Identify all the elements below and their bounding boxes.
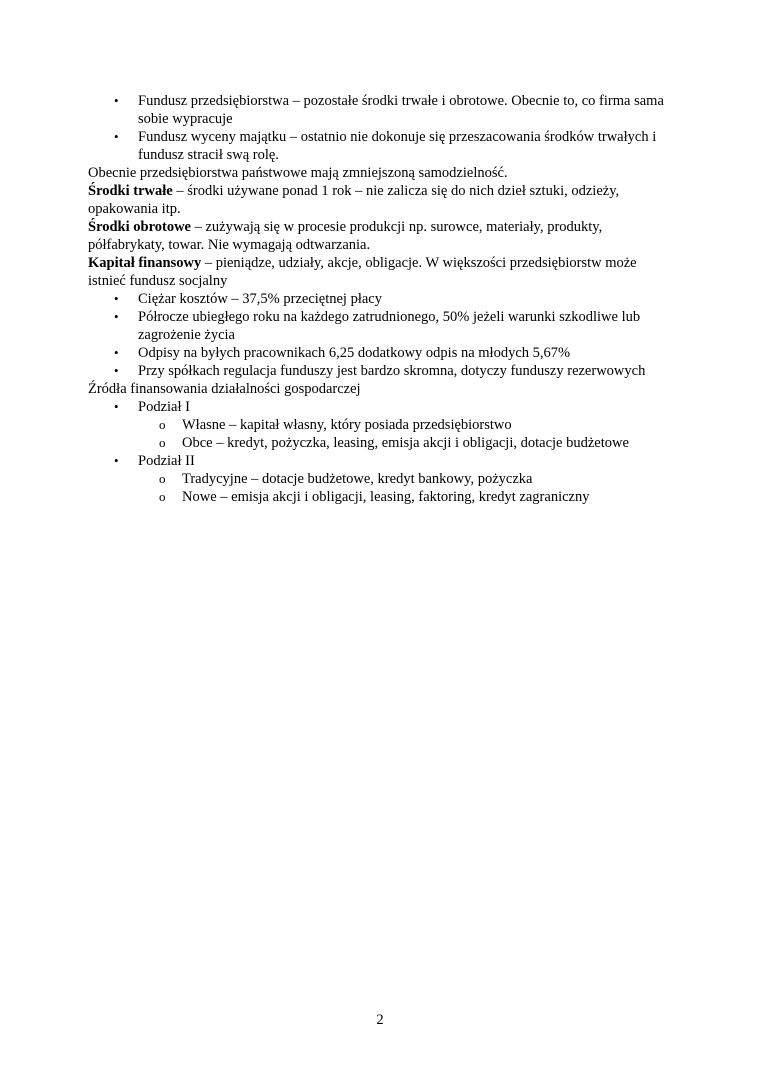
bullet-icon: • bbox=[114, 453, 119, 468]
list-item: • Półrocze ubiegłego roku na każdego zatrudnionego, 50% jeżeli warunki szkodliwe lub zagrożenie życia bbox=[114, 309, 641, 343]
sub-list-item: o Obce – kredyt, pożyczka, leasing, emisja akcji i obligacji, dotacje budżetowe bbox=[159, 435, 629, 451]
list-item-division-2: • Podział II bbox=[114, 453, 195, 469]
paragraph-current-assets: Środki obrotowe – zużywają się w procesie produkcji np. surowce, materiały, produkty, półfabrykaty, towar. Nie wymagają odtwarzania. bbox=[88, 219, 603, 253]
list-item-division-1: • Podział I bbox=[114, 399, 190, 415]
list-item: • Ciężar kosztów – 37,5% przeciętnej płacy bbox=[114, 291, 382, 307]
circle-bullet-icon: o bbox=[159, 417, 166, 432]
term-fixed-assets: Środki trwałe bbox=[88, 183, 173, 199]
financing-divisions-list bbox=[88, 398, 678, 506]
paragraph-financial-capital: Kapitał finansowy – pieniądze, udziały, akcje, obligacje. W większości przedsiębiorstw może istnieć fundusz socjalny bbox=[88, 255, 637, 289]
circle-bullet-icon: o bbox=[159, 471, 166, 486]
paragraph-state-enterprises: Obecnie przedsiębiorstwa państwowe mają zmniejszoną samodzielność. bbox=[88, 165, 508, 181]
bullet-icon: • bbox=[114, 363, 119, 378]
list-item: • Przy spółkach regulacja funduszy jest bardzo skromna, dotyczy funduszy rezerwowych bbox=[114, 363, 646, 379]
document-body bbox=[88, 92, 678, 506]
list-item: • Fundusz przedsiębiorstwa – pozostałe środki trwałe i obrotowe. Obecnie to, co firma sama sobie wypracuje bbox=[114, 93, 664, 127]
bullet-icon: • bbox=[114, 309, 119, 324]
fund-list bbox=[88, 92, 678, 164]
bullet-icon: • bbox=[114, 93, 119, 108]
paragraph-fixed-assets: Środki trwałe – środki używane ponad 1 rok – nie zalicza się do nich dzieł sztuki, odzieży, opakowania itp. bbox=[88, 183, 620, 217]
paragraph-financing-sources: Źródła finansowania działalności gospodarczej bbox=[88, 381, 361, 397]
page-number: 2 bbox=[376, 1012, 384, 1028]
bullet-icon: • bbox=[114, 345, 119, 360]
sub-list-item: o Nowe – emisja akcji i obligacji, leasing, faktoring, kredyt zagraniczny bbox=[159, 489, 590, 505]
term-financial-capital: Kapitał finansowy bbox=[88, 255, 202, 271]
list-item: • Odpisy na byłych pracownikach 6,25 dodatkowy odpis na młodych 5,67% bbox=[114, 345, 571, 361]
sub-list-item: o Tradycyjne – dotacje budżetowe, kredyt bankowy, pożyczka bbox=[159, 471, 533, 487]
sub-list-item: o Własne – kapitał własny, który posiada przedsiębiorstwo bbox=[159, 417, 512, 433]
circle-bullet-icon: o bbox=[159, 489, 166, 504]
social-fund-list bbox=[88, 290, 678, 380]
bullet-icon: • bbox=[114, 291, 119, 306]
term-current-assets: Środki obrotowe bbox=[88, 219, 191, 235]
bullet-icon: • bbox=[114, 399, 119, 414]
bullet-icon: • bbox=[114, 129, 119, 144]
list-item: • Fundusz wyceny majątku – ostatnio nie dokonuje się przeszacowania środków trwałych i fundusz stracił swą rolę. bbox=[114, 129, 657, 163]
circle-bullet-icon: o bbox=[159, 435, 166, 450]
